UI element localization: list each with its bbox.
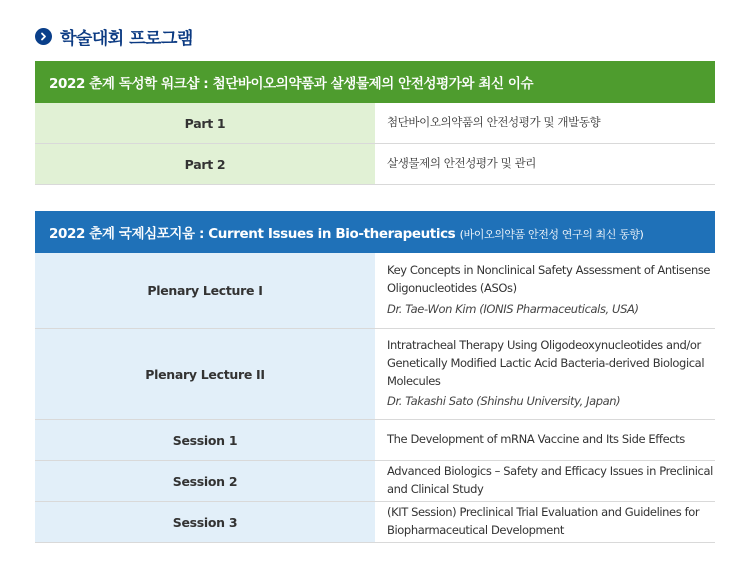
row-content: The Development of mRNA Vaccine and Its Side Effects: [375, 420, 715, 461]
lecture-speaker: Dr. Takashi Sato (Shinshu University, Japan): [387, 394, 621, 409]
table-row: [35, 461, 715, 502]
section-title: [35, 24, 193, 49]
workshop-header: 2022 춘계 독성학 워크샵 : 첨단바이오의약품과 살생물제의 안전성평가와 최신 이슈: [35, 61, 715, 103]
symposium-header-title: 2022 춘계 국제심포지움 : Current Issues in Bio-therapeutics: [49, 226, 456, 242]
table-row: [35, 253, 715, 329]
row-label: Session 2: [35, 461, 375, 502]
workshop-program-table: [35, 61, 715, 185]
row-content: [375, 329, 715, 420]
row-content: 살생물제의 안전성평가 및 관리: [375, 144, 715, 185]
row-label: Plenary Lecture I: [35, 253, 375, 329]
lecture-speaker: Dr. Tae-Won Kim (IONIS Pharmaceuticals, USA): [387, 301, 639, 316]
symposium-program-table: [35, 211, 715, 543]
row-content: (KIT Session) Preclinical Trial Evaluation and Guidelines for Biopharmaceutical Development: [375, 502, 715, 543]
row-label: Part 1: [35, 103, 375, 144]
symposium-header: [35, 211, 715, 253]
chevron-right-circle-icon: [35, 28, 52, 45]
lecture-title: Key Concepts in Nonclinical Safety Assessment of Antisense Oligonucleotides (ASOs): [387, 263, 711, 296]
row-content: 첨단바이오의약품의 안전성평가 및 개발동향: [375, 103, 715, 144]
table-row: [35, 144, 715, 185]
table-row: [35, 103, 715, 144]
row-label: Session 1: [35, 420, 375, 461]
symposium-header-subtitle: (바이오의약품 안전성 연구의 최신 동향): [459, 228, 644, 241]
row-content: [375, 253, 715, 329]
table-row: [35, 420, 715, 461]
table-row: [35, 502, 715, 543]
row-label: Session 3: [35, 502, 375, 543]
page-title: 학술대회 프로그램: [60, 29, 193, 49]
row-label: Part 2: [35, 144, 375, 185]
row-label: Plenary Lecture II: [35, 329, 375, 420]
table-row: [35, 329, 715, 420]
row-content: Advanced Biologics – Safety and Efficacy Issues in Preclinical and Clinical Study: [375, 461, 715, 502]
lecture-title: Intratracheal Therapy Using Oligodeoxynucleotides and/or Genetically Modified Lactic Acid Bacteria-derived Biological Molecules: [387, 337, 705, 388]
